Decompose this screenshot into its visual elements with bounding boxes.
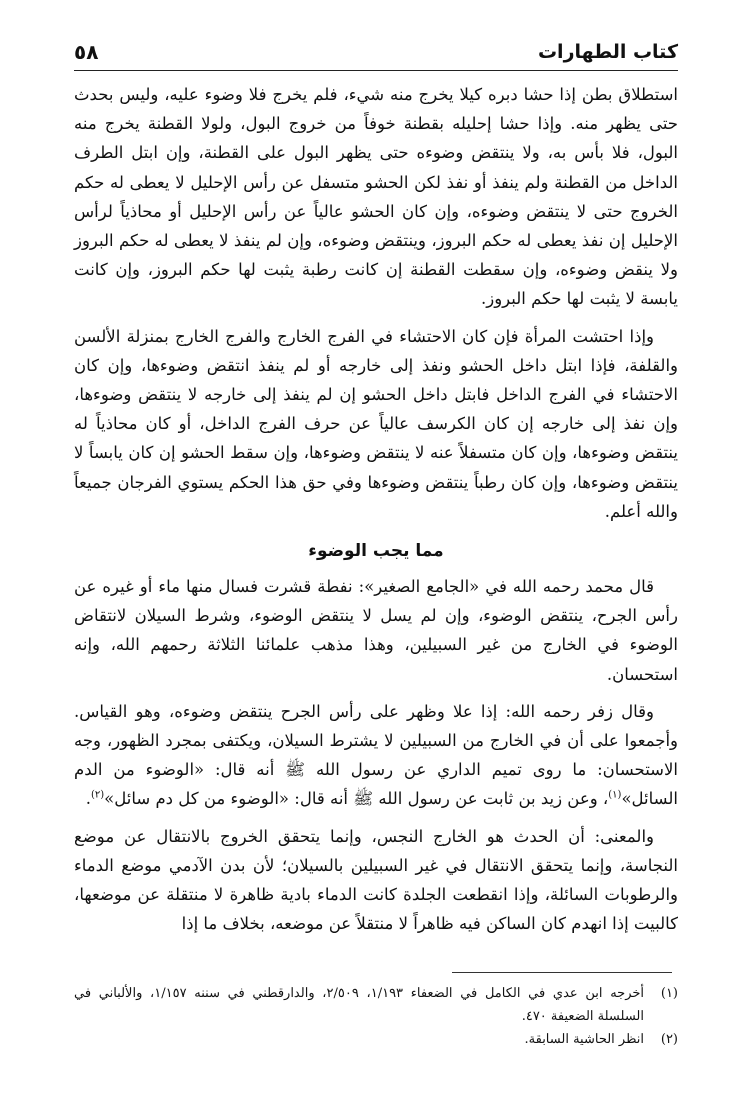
footnote-number: (٢) bbox=[660, 1032, 678, 1047]
footnote bbox=[74, 982, 678, 1028]
book-title: كتاب الطهارات bbox=[537, 41, 678, 63]
paragraph bbox=[74, 697, 678, 814]
footnote-text: انظر الحاشية السابقة. bbox=[524, 1032, 644, 1047]
footnotes bbox=[74, 982, 678, 1051]
paragraph: والمعنى: أن الحدث هو الخارج النجس، وإنما يتحقق الخروج بالانتقال عن موضع النجاسة، وإنما يتحقق الانتقال في غير السبيلين بالسيلان؛ لأن بدن الآدمي موضع الدماء والرطوبات السائلة، وإذا انقطعت الجلدة كانت الدماء بادية ظاهرة لا منتقلة عن موضعها، كالبيت إذا انهدم كان الساكن فيه ظاهراً لا منتقلاً عن موضعه، بخلاف ما إذا bbox=[74, 826, 678, 934]
footnote-number: (١) bbox=[660, 986, 678, 1001]
header-divider bbox=[74, 70, 678, 71]
paragraph-text: . bbox=[85, 789, 91, 809]
main-text bbox=[74, 80, 678, 938]
paragraph: استطلاق بطن إذا حشا دبره كيلا يخرج منه شيء، فلم يخرج فلا وضوء عليه، وليس بحدث حتى يظهر منه. وإذا حشا إحليله بقطنة خوفاً من خروج البول، ولولا القطنة يخرج منه البول، فلا بأس به، ولا ينتقض وضوءه حتى يظهر البول على القطنة، وإن ابتل الطرف الداخل من القطنة ولم ينفذ أو نفذ لكن الحشو متسفل عن رأس الإحليل لا يعطى له حكم الخروج حتى لا ينتقض وضوءه، وإن كان الحشو عالياً عن رأس الإحليل أو محاذياً لرأس الإحليل إن نفذ يعطى له حكم البروز، وينتقض وضوءه، وإن لم ينفذ لا يعطى له حكم البروز ولا ينقض وضوءه، وإن سقطت القطنة إن كانت رطبة يثبت لها حكم البروز، وإن كانت يابسة لا يثبت لها حكم البروز. bbox=[74, 85, 678, 309]
page-number: ٥٨ bbox=[74, 40, 99, 64]
paragraph-text: وقال زفر رحمه الله: إذا علا وظهر على رأس الجرح ينتقض وضوءه، وهو القياس. وأجمعوا على أن في الخارج من السبيلين لا يشترط السيلان، ويكتفى بمجرد الظهور، وجه الاستحسان: ما روى تميم الداري عن رسول الله ﷺ أنه قال: «الوضوء من الدم السائل» bbox=[74, 701, 678, 809]
footnote-divider bbox=[452, 972, 672, 973]
page-header bbox=[74, 38, 678, 68]
section-heading: مما يجب الوضوء bbox=[308, 541, 444, 562]
footnote-reference[interactable]: (٢) bbox=[90, 789, 105, 801]
footnote bbox=[74, 1028, 678, 1051]
footnote-text: أخرجه ابن عدي في الكامل في الضعفاء ١/١٩٣، ٢/٥٠٩، والدارقطني في سننه ١/١٥٧، والألباني في السلسلة الضعيفة ٤٧٠. bbox=[74, 986, 645, 1024]
paragraph-text: ، وعن زيد بن ثابت عن رسول الله ﷺ أنه قال: «الوضوء من كل دم سائل» bbox=[104, 789, 609, 809]
footnote-reference[interactable]: (١) bbox=[608, 789, 622, 801]
paragraph: قال محمد رحمه الله في «الجامع الصغير»: نفطة قشرت فسال منها ماء أو غيره عن رأس الجرح، ينتقض الوضوء، وإن لم يسل لا ينتقض الوضوء، وشرط السيلان لانتقاض الوضوء في الخارج من غير السبيلين، وهذا مذهب علمائنا الثلاثة رحمهم الله، وإنه استحسان. bbox=[74, 577, 678, 684]
paragraph: وإذا احتشت المرأة فإن كان الاحتشاء في الفرج الخارج والفرج الخارج بمنزلة الألسن والقلفة، فإذا ابتل داخل الحشو ونفذ إلى خارجه أو لم ينفذ انتقض وضوءها، وإن كان الاحتشاء في الفرج الداخل فابتل داخل الحشو إن لم ينفذ إلى خارجه لا ينتقض وضوءها، وإن نفذ إلى خارجه إن كان الكرسف عالياً عن حرف الفرج الداخل، أو كان محاذياً له ينتقض وضوءها، وإن كان متسفلاً عنه لا ينتقض وضوءها، وإن سقط الحشو إن كان يابساً لا ينتقض وضوءها، وإن كان رطباً ينتقض وضوءها وفي حق هذا الحكم يستوي الفرجان جميعاً والله أعلم. bbox=[74, 326, 678, 521]
